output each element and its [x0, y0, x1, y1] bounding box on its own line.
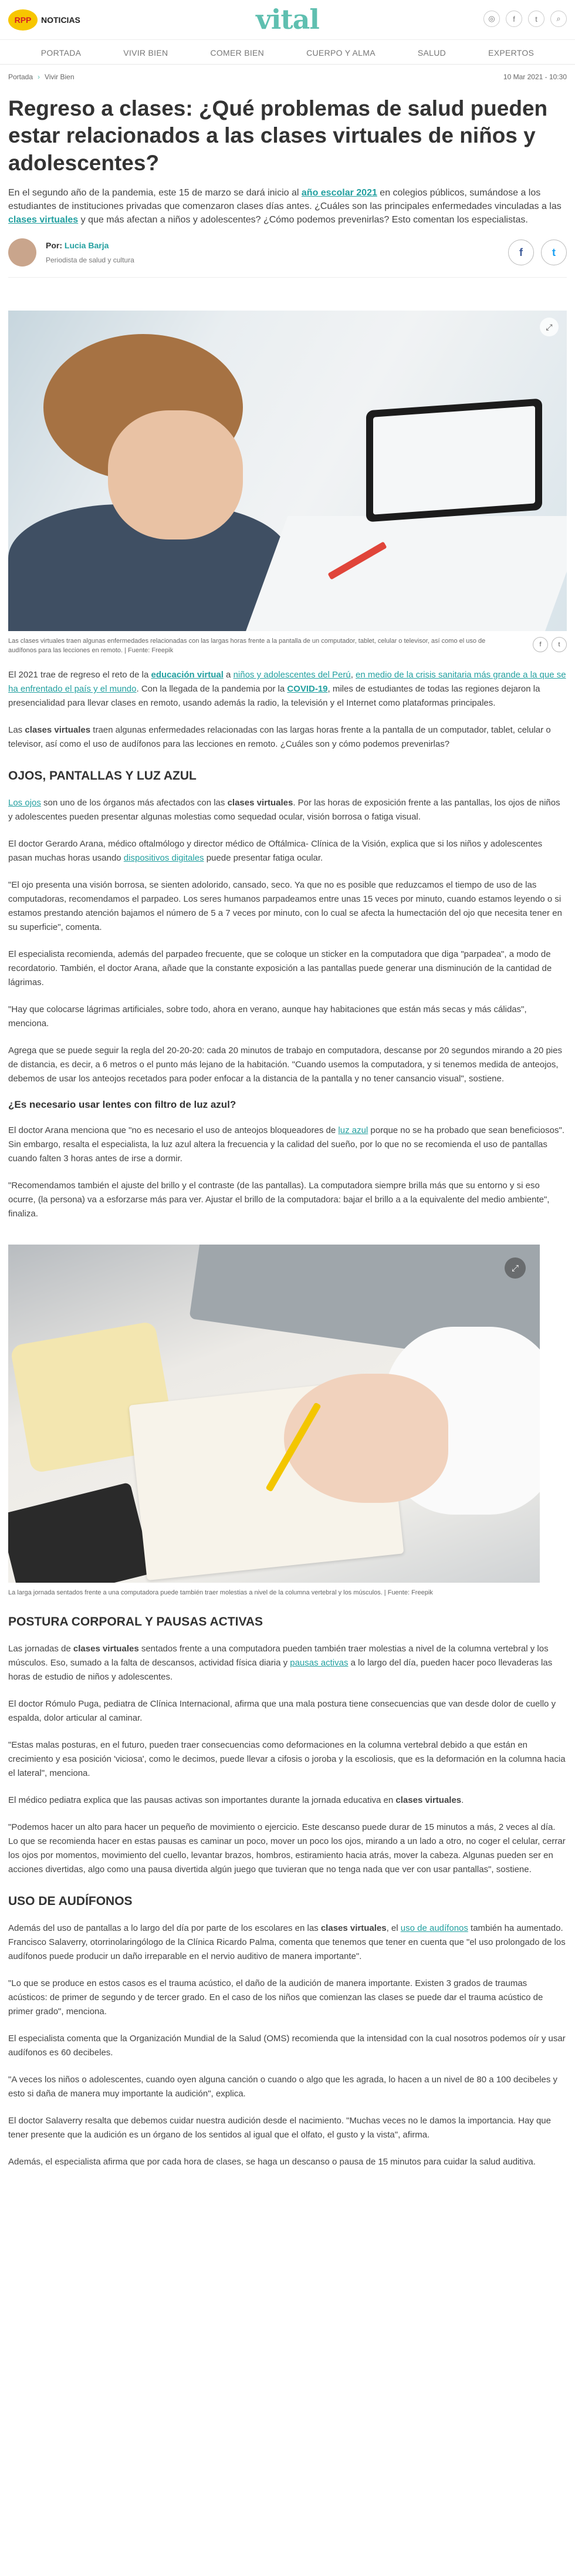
author-avatar [8, 238, 36, 267]
subheading-filtro-luz-azul: ¿Es necesario usar lentes con filtro de luz azul? [8, 1099, 236, 1111]
paragraph: El doctor Salaverry resalta que debemos cuidar nuestra audición desde el nacimiento. "Muchas veces no le damos la importancia. Hay que tener presente que la audición es un órgano de los sentidos al igual que el olfato, el gusto y la vista", afirma. [8, 2116, 551, 2140]
paragraph: "Podemos hacer un alto para hacer un pequeño de movimiento o ejercicio. Este descanso puede durar de 15 minutos a más, 2 veces al día. Lo que se recomienda hacer en estas pausas es caminar un poco, mover un poco los ojos, mirando a un lado a otro, no coger el celular, cerrar los ojos por momentos, movimiento del cuello, levantar brazos, hombros, estiramiento hacia atrás, mover la cabeza. Algunas pueden ser en acciones divertidas, algo como una pausa divertida algún juego que tuvieran que no tenga nada que ver con usar pantallas", sostiene. [8, 1822, 566, 1875]
article-body [0, 668, 575, 2169]
paragraph: El doctor Rómulo Puga, pediatra de Clínica Internacional, afirma que una mala postura tiene consecuencias que van desde dolor de cuello y espalda, dolor articular al caminar. [8, 1699, 556, 1724]
search-icon[interactable]: ⌕ [550, 11, 567, 27]
facebook-icon[interactable]: f [506, 11, 522, 27]
paragraph: Las clases virtuales traen algunas enfermedades relacionadas con las largas horas frente a la pantalla de un computador, tablet, celular o televisor, así como el uso de audífonos para las lecciones en remoto. ¿Cuáles son y cómo podemos prevenirlas? [8, 725, 551, 750]
breadcrumb-separator-icon: › [38, 73, 40, 81]
section-heading-audifonos: USO DE AUDÍFONOS [8, 1894, 133, 1909]
paragraph: Los ojos son uno de los órganos más afectados con las clases virtuales. Por las horas de exposición frente a las pantallas, los ojos de niños y adolescentes pueden presentar algunas molestias como sequedad ocular, visión borrosa o fatiga visual. [8, 798, 560, 822]
child-tablet-photo [8, 311, 567, 631]
section-heading-postura: POSTURA CORPORAL Y PAUSAS ACTIVAS [8, 1615, 263, 1629]
figure-1-caption: Las clases virtuales traen algunas enfermedades relacionadas con las largas horas frente a la pantalla de un computador, tablet, celular o televisor, así como el uso de audífonos para las lecciones en remoto. | Fuente: Freepik [8, 638, 486, 654]
link-anio-escolar[interactable]: año escolar 2021 [301, 187, 377, 198]
link-los-ojos[interactable]: Los ojos [8, 798, 41, 808]
expand-icon[interactable]: ⤢ [505, 1257, 526, 1279]
share-buttons [508, 240, 567, 265]
paragraph: "A veces los niños o adolescentes, cuando oyen alguna canción o cuando o algo que les agrada, lo hacen a un nivel de 80 a 100 decibeles y esto si daña de manera muy importante la audición", explica. [8, 2075, 557, 2099]
nav-vivir-bien[interactable]: VIVIR BIEN [123, 48, 168, 58]
publish-date: 10 Mar 2021 - 10:30 [503, 73, 567, 81]
section-heading-ojos: OJOS, PANTALLAS Y LUZ AZUL [8, 769, 197, 783]
nav-cuerpo-y-alma[interactable]: CUERPO Y ALMA [306, 48, 376, 58]
main-nav [0, 40, 575, 65]
link-uso-de-audifonos[interactable]: uso de audífonos [400, 1923, 468, 1934]
facebook-share-icon[interactable]: f [508, 240, 534, 265]
paragraph: "Recomendamos también el ajuste del brillo y el contraste (de las pantallas). La computadora siempre brilla más que su entorno y si eso ocurre, (la persona) va a esforzarse más para ver. Ajustar el brillo de la computadora: bajar el brillo a a la equivalente del medio ambiente", finaliza. [8, 1181, 550, 1219]
top-header [0, 0, 575, 40]
header-social-links [483, 11, 567, 27]
author-block [8, 227, 567, 278]
link-crisis-sanitaria[interactable]: en medio de la crisis sanitaria más grande a la que se ha enfrentado el país y el mundo [8, 670, 566, 694]
breadcrumb-section[interactable]: Vivir Bien [45, 73, 75, 81]
nav-portada[interactable]: PORTADA [40, 48, 82, 58]
article-lead: En el segundo año de la pandemia, este 15 de marzo se dará inicio al año escolar 2021 en colegios públicos, sumándose a los estudiantes de instituciones privadas que comenzaron clases días antes. ¿Cuáles son las principales enfermedades vinculadas a las clases virtuales y que más afectan a niños y adolescentes? ¿Cómo podemos prevenirlas? Esto comentan los especialistas. [8, 187, 562, 225]
link-luz-azul[interactable]: luz azul [338, 1125, 368, 1136]
link-clases-virtuales[interactable]: clases virtuales [8, 215, 79, 225]
nav-comer-bien[interactable]: COMER BIEN [210, 48, 265, 58]
paragraph: Además del uso de pantallas a lo largo del día por parte de los escolares en las clases virtuales, el uso de audífonos también ha aumentado. Francisco Salaverry, otorrinolaringólogo de la Clínica Ricardo Palma, comenta que tenemos que tener en cuenta que "el uso prolongado de los audífonos puede producir un daño irreparable en el nervio auditivo de manera importante". [8, 1923, 566, 1962]
nav-salud[interactable]: SALUD [417, 48, 447, 58]
paragraph: El 2021 trae de regreso el reto de la educación virtual a niños y adolescentes del Perú, en medio de la crisis sanitaria más grande a la que se ha enfrentado el país y el mundo. Con la llegada de la pandemia por la COVID-19, miles de estudiantes de todas las regiones dejaron la presencialidad para llevar clases en remoto, usando además la radio, la televisión y el Internet como plataformas principales. [8, 670, 566, 709]
twitter-share-icon[interactable]: t [552, 637, 567, 652]
nav-expertos[interactable]: EXPERTOS [488, 48, 535, 58]
link-educacion-virtual[interactable]: educación virtual [151, 670, 224, 680]
paragraph: El médico pediatra explica que las pausas activas son importantes durante la jornada educativa en clases virtuales. [8, 1795, 464, 1806]
link-pausas-activas[interactable]: pausas activas [290, 1658, 349, 1668]
paragraph: Agrega que se puede seguir la regla del 20-20-20: cada 20 minutos de trabajo en computadora, descanse por 20 segundos mirando a 20 pies de distancia, es decir, a 6 metros o el punto más lejano de la habitación. "Cuando usemos la computadora, y si tenemos medida de anteojos, debemos de usar los anteojos recetados para poder enfocar a la distancia de la pantalla y no tener cansancio visual", sostiene. [8, 1046, 562, 1084]
author-role: Periodista de salud y cultura [46, 256, 134, 265]
breadcrumb [0, 65, 575, 81]
paragraph: "Lo que se produce en estos casos es el trauma acústico, el daño de la audición de manera importante. Existen 3 grados de traumas acústicos: de primer de segundo y de tercer grado. En el caso de los niños que comienzan las clases se puede dar el trauma acústico de primer grado", menciona. [8, 1978, 543, 2017]
article-title: Regreso a clases: ¿Qué problemas de salud pueden estar relacionados a las clases virtuales de niños y adolescentes? [8, 96, 548, 175]
figure-1 [8, 311, 567, 655]
twitter-icon[interactable]: t [528, 11, 544, 27]
paragraph: "El ojo presenta una visión borrosa, se sienten adolorido, cansado, seco. Ya que no es posible que reduzcamos el tiempo de uso de las computadoras, recomendamos el parpadeo. Los seres humanos parpadeamos entre unas 15 veces por minuto, cuando estamos leyendo o si estamos prestando atención bajamos el número de 5 a 7 veces por minuto, con lo cual se afecta la humectación del ojo que necesita tener en su superficie", comenta. [8, 880, 562, 933]
paragraph: Las jornadas de clases virtuales sentados frente a una computadora pueden también traer molestias a nivel de la columna vertebral y los músculos. Eso, sumado a la falta de descansos, actividad física diaria y pausas activas a lo largo del día, pueden hacer poco llevaderas las horas de estudio de niños y adolescentes. [8, 1644, 553, 1683]
figure-2-caption: La larga jornada sentados frente a una computadora puede también traer molestias a nivel de la columna vertebral y los músculos. | Fuente: Freepik [8, 1589, 433, 1597]
facebook-share-icon[interactable]: f [533, 637, 548, 652]
paragraph: "Hay que colocarse lágrimas artificiales, sobre todo, ahora en verano, aunque hay habitaciones que están más secas y más cálidas", menciona. [8, 1004, 527, 1029]
link-covid-19[interactable]: COVID-19 [287, 684, 328, 694]
paragraph: El doctor Gerardo Arana, médico oftalmólogo y director médico de Oftálmica- Clínica de la Visión, explica que si los niños y adolescentes pasan muchas horas usando dispositivos digitales puede presentar fatiga ocular. [8, 839, 543, 864]
author-link[interactable]: Lucia Barja [64, 241, 109, 251]
breadcrumb-home[interactable]: Portada [8, 73, 33, 81]
paragraph: Además, el especialista afirma que por cada hora de clases, se haga un descanso o pausa de 15 minutos para cuidar la salud auditiva. [8, 2157, 536, 2167]
twitter-share-icon[interactable]: t [541, 240, 567, 265]
instagram-icon[interactable]: ◎ [483, 11, 500, 27]
paragraph: "Estas malas posturas, en el futuro, pueden traer consecuencias como deformaciones en la columna vertebral debido a que están en crecimiento y esa posición 'viciosa', como le decimos, puede llevar a cifosis o joroba y la escoliosis, que es la deformación en la columna hacia el lateral", menciona. [8, 1740, 566, 1779]
paragraph: El especialista recomienda, además del parpadeo frecuente, que se coloque un sticker en la computadora que diga "parpadea", a modo de recordatorio. También, el doctor Arana, añade que la constante exposición a las pantallas puede generar una disminución de la cantidad de lágrimas. [8, 949, 552, 988]
link-ninos-adolescentes[interactable]: niños y adolescentes del Perú [233, 670, 351, 680]
author-name: Por: Lucia Barja [46, 241, 109, 251]
paragraph: El doctor Arana menciona que "no es necesario el uso de anteojos bloqueadores de luz azul porque no se ha probado que sean beneficiosos". Sin embargo, resalta el especialista, la luz azul altera la frecuencia y la calidad del sueño, por lo que no se recomienda el uso de pantallas cuando falten 3 horas antes de irse a dormir. [8, 1125, 564, 1164]
writing-notebook-photo [8, 1245, 540, 1583]
expand-icon[interactable]: ⤢ [540, 318, 559, 336]
paragraph: El especialista comenta que la Organización Mundial de la Salud (OMS) recomienda que la intensidad con la cual nosotros podemos oír y usar audífonos es 60 decibeles. [8, 2034, 566, 2058]
link-dispositivos-digitales[interactable]: dispositivos digitales [123, 853, 204, 864]
rpp-logo-text[interactable]: NOTICIAS [41, 15, 80, 25]
site-logo[interactable]: vital [256, 4, 319, 35]
rpp-logo[interactable]: RPP [8, 9, 38, 31]
